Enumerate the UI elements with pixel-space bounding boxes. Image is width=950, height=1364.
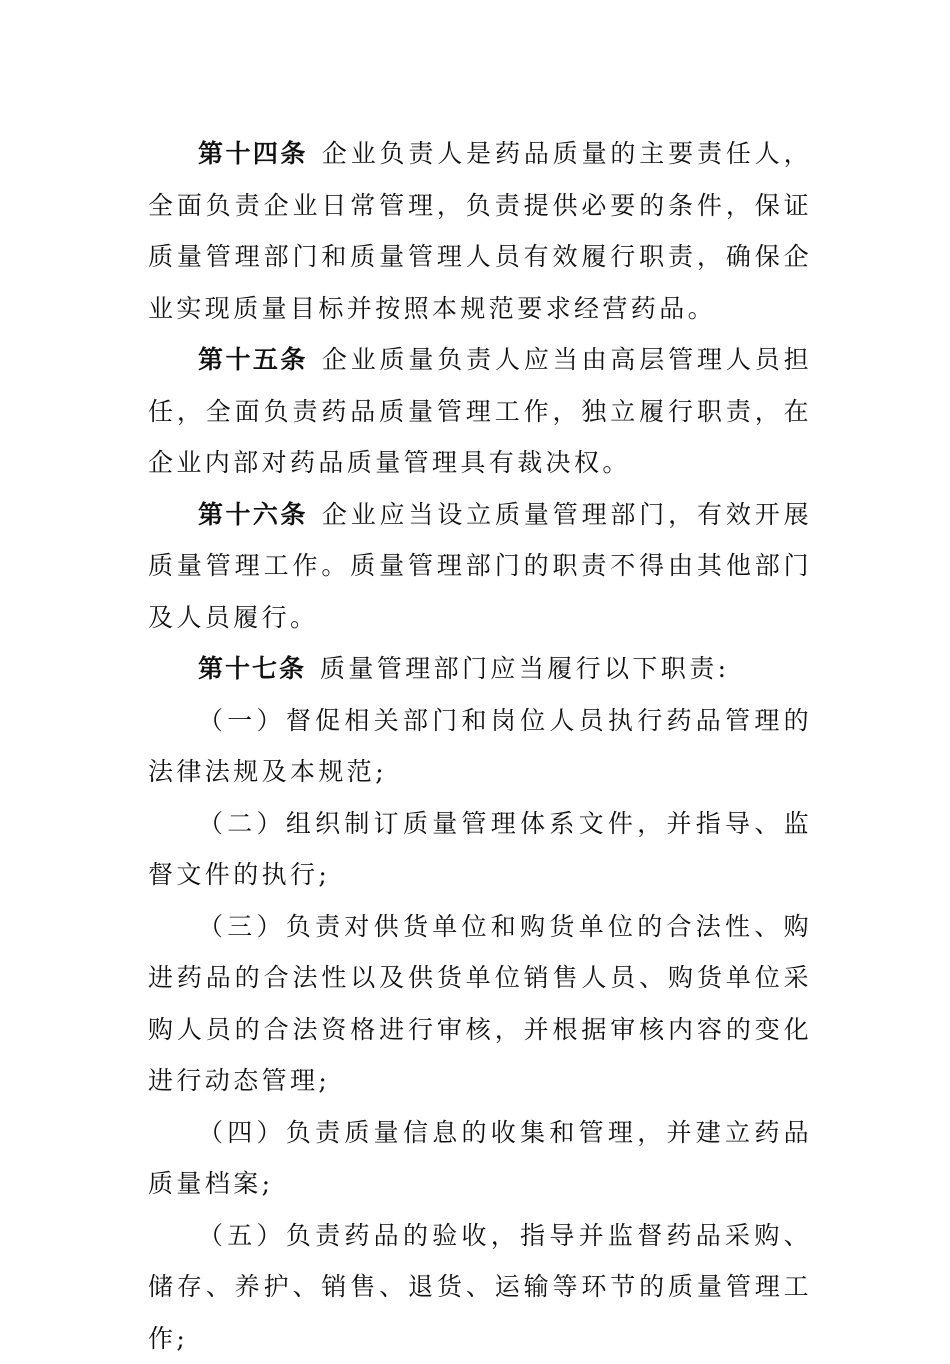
article-number: 第十五条: [198, 345, 308, 374]
article-number: 第十七条: [198, 654, 306, 683]
duty-item-5: （五）负责药品的验收，指导并监督药品采购、储存、养护、销售、退货、运输等环节的质量管理工作;: [148, 1210, 812, 1364]
article-14: [148, 128, 812, 334]
article-text: 企业应当设立质量管理部门，有效开展质量管理工作。质量管理部门的职责不得由其他部门及人员履行。: [148, 500, 812, 632]
article-text: 企业负责人是药品质量的主要责任人，全面负责企业日常管理，负责提供必要的条件，保证质量管理部门和质量管理人员有效履行职责，确保企业实现质量目标并按照本规范要求经营药品。: [148, 139, 812, 323]
regulation-text-body: [148, 128, 812, 1364]
article-16: [148, 489, 812, 644]
duty-item-2: （二）组织制订质量管理体系文件，并指导、监督文件的执行;: [148, 798, 812, 901]
article-number: 第十六条: [198, 500, 308, 529]
duty-item-4: （四）负责质量信息的收集和管理，并建立药品质量档案;: [148, 1107, 812, 1210]
article-15: [148, 334, 812, 489]
duty-item-3: （三）负责对供货单位和购货单位的合法性、购进药品的合法性以及供货单位销售人员、购货单位采购人员的合法资格进行审核，并根据审核内容的变化进行动态管理;: [148, 901, 812, 1107]
article-text: 企业质量负责人应当由高层管理人员担任，全面负责药品质量管理工作，独立履行职责，在企业内部对药品质量管理具有裁决权。: [148, 345, 812, 477]
article-17: [148, 643, 812, 695]
article-number: 第十四条: [198, 139, 308, 168]
duty-item-1: （一）督促相关部门和岗位人员执行药品管理的法律法规及本规范;: [148, 695, 812, 798]
article-text: 质量管理部门应当履行以下职责:: [320, 654, 729, 683]
